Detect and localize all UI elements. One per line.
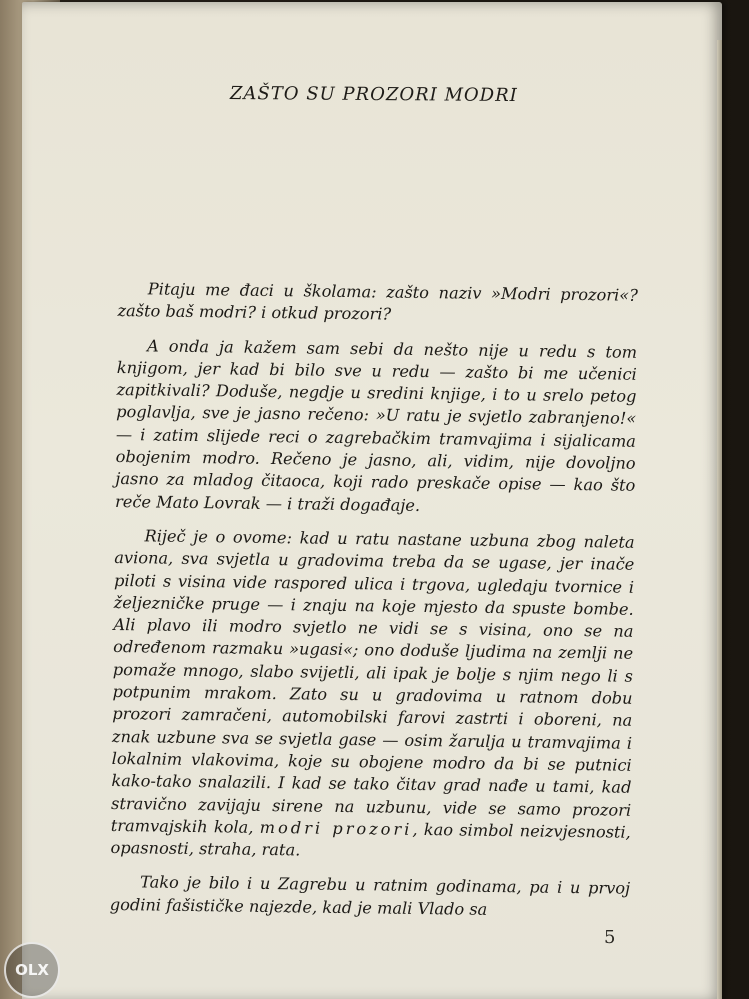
paragraph-3 [110,525,634,866]
paragraph-3-text: Riječ je o ovome: kad u ratu nastane uzbuna zbog naleta aviona, sva svjetla u gradovima treba da se ugase, jer inače piloti s visina vide raspored ulica i trgova, ugledaju tvornice i željezničke pruge — i znaju na koje mjesto da spuste bombe. Ali plavo ili modro svjetlo ne vidi se s visina, ono se na određenom razmaku »ugasi«; ono doduše ljudima na zemlji ne pomaže mnogo, slabo svijetli, ali ipak je bolje s njim nego li s potpunim mrakom. Zato su u gradovima u ratnom dobu prozori zamračeni, automobilski farovi zastrti i oboreni, na znak uzbune sva se svjetla gase — osim žarulja u tramvajima i lokalnim vlakovima, koje su obojene modro da bi se putnici kako-tako snalazili. I kad se tako čitav grad nađe u tami, kad stravično zavijaju sirene na uzbunu, vide se samo prozori tramvajskih kola, [110,526,635,837]
paragraph-4: Tako je bilo i u Zagrebu u ratnim godinama, pa i u prvoj godini fašističke najezde, kad je mali Vlado sa [109,872,631,919]
chapter-title: ZAŠTO SU PROZORI MODRI [229,83,518,107]
emphasis-modri-prozori: modri prozori [259,817,413,839]
body-text [109,278,637,935]
paragraph-1: Pitaju me đaci u školama: zašto naziv »Modri prozori«? zašto baš modri? i otkud prozori? [117,279,638,324]
paragraph-3-end: , kao simbol neizvjesnosti, opasnosti, straha, rata. [110,819,631,860]
page-stack-edge [717,40,722,999]
paragraph-2: A onda ja kažem sam sebi da nešto nije u redu s tom knjigom, jer kad bi bilo sve u redu — zašto bi me učenici zapitkivali? Doduše, negdje u sredini knjige, i to u srelo petog poglavlja, sve je jasno rečeno: »U ratu je svjetlo zabranjeno!« — i zatim slijede reci o zagrebačkim tramvajima i sijalicama obojenim modro. Rečeno je jasno, ali, vidim, nije dovoljno jasno za mladog čitaoca, koji rado preskače opise — kao što reče Mato Lovrak — i traži događaje. [114,335,638,515]
olx-watermark-logo [4,942,60,998]
page-number: 5 [604,927,616,948]
olx-logo-text: OLX [15,961,49,979]
